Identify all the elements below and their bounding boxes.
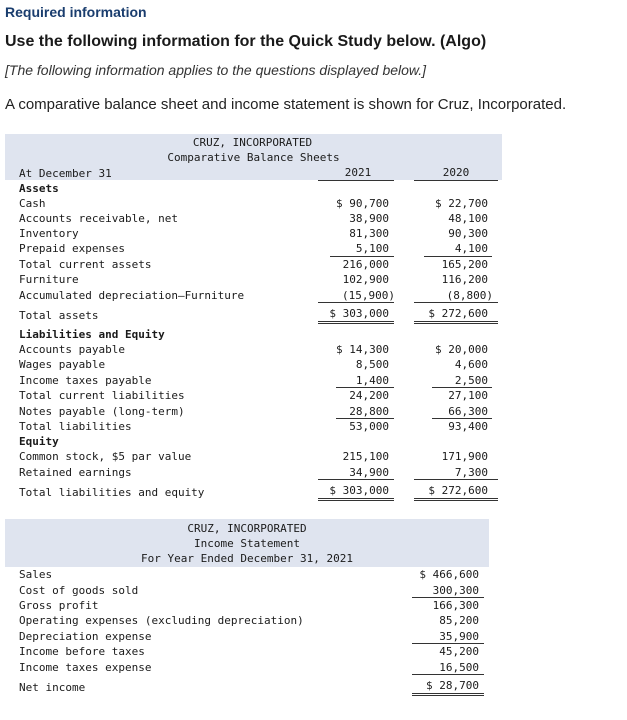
row-label: Total assets [19,309,99,322]
row-value-2021: 34,900 [349,466,389,479]
row-value-2020: 48,100 [448,212,488,225]
applies-note: [The following information applies to the questions displayed below.] [5,62,427,78]
row-label: Gross profit [19,599,99,612]
row-value-2020: 90,300 [448,227,488,240]
col-2021-underline [318,180,394,181]
row-value: 85,200 [439,614,479,627]
row-value-2020: $ 272,600 [428,484,488,497]
total-double-rule [414,323,498,324]
equity-heading: Equity [19,435,59,448]
row-value-2021: $ 14,300 [336,343,389,356]
col-2020-underline [414,180,498,181]
total-double-rule [412,693,484,694]
row-label: Total current assets [19,258,152,271]
income-statement-title: Income Statement [194,537,300,550]
row-value-2021: 53,000 [349,420,389,433]
row-label: Common stock, $5 par value [19,450,192,463]
row-label: Prepaid expenses [19,242,125,255]
row-value-2020: 2,500 [454,374,488,387]
row-value-2021: 215,100 [342,450,389,463]
row-value-2020: 27,100 [448,389,488,402]
row-label: Inventory [19,227,79,240]
row-value: 300,300 [432,584,479,597]
row-value-2020: 66,300 [448,405,488,418]
row-value-2020: 4,100 [454,242,488,255]
row-value-2021: 81,300 [349,227,389,240]
row-value: $ 28,700 [426,679,479,692]
liabilities-heading: Liabilities and Equity [19,328,165,341]
row-value-2020: $ 20,000 [435,343,488,356]
subtotal-rule [414,479,498,480]
row-label: Notes payable (long-term) [19,405,185,418]
quick-study-heading: Use the following information for the Quick Study below. (Algo) [5,33,487,50]
subtotal-rule [330,256,394,257]
total-double-rule [318,500,394,501]
subtotal-rule [412,674,484,675]
balance-company-name: CRUZ, INCORPORATED [192,136,313,149]
row-value-2020: (8,800) [446,289,493,302]
row-value-2020: 7,300 [454,466,488,479]
row-label: Net income [19,681,86,694]
assets-heading: Assets [19,182,59,195]
row-value-2021: 5,100 [355,242,389,255]
subtotal-rule [432,387,492,388]
income-company-name: CRUZ, INCORPORATED [187,522,307,535]
total-double-rule [414,321,498,322]
row-value-2021: 216,000 [342,258,389,271]
row-label: Accumulated depreciation—Furniture [19,289,245,302]
row-label: Sales [19,568,53,581]
total-double-rule [412,695,484,696]
row-value-2021: 28,800 [349,405,389,418]
subtotal-rule [432,418,492,419]
row-label: Total current liabilities [19,389,185,402]
row-value-2021: 38,900 [349,212,389,225]
row-value-2020: $ 272,600 [428,307,488,320]
income-period: For Year Ended December 31, 2021 [141,552,353,565]
row-value-2021: $ 303,000 [329,484,389,497]
row-value-2021: (15,900) [342,289,395,302]
intro-text: A comparative balance sheet and income statement is shown for Cruz, Incorporated. [5,96,567,113]
total-double-rule [318,321,394,322]
row-label: Depreciation expense [19,630,152,643]
row-label: Total liabilities and equity [19,486,205,499]
row-label: Retained earnings [19,466,132,479]
row-value-2021: 24,200 [349,389,389,402]
row-label: Accounts payable [19,343,125,356]
row-value-2021: 1,400 [355,374,389,387]
row-label: Income before taxes [19,645,145,658]
row-value: 16,500 [439,661,479,674]
total-double-rule [414,500,498,501]
row-value: 166,300 [432,599,479,612]
row-value-2020: 116,200 [441,273,488,286]
row-label: Cash [19,197,46,210]
subtotal-rule [336,418,394,419]
row-value-2020: 165,200 [441,258,488,271]
subtotal-rule [424,256,492,257]
row-label: Income taxes payable [19,374,152,387]
row-value-2020: 171,900 [441,450,488,463]
subtotal-rule [412,643,484,644]
row-value-2021: $ 303,000 [329,307,389,320]
row-label: Cost of goods sold [19,584,139,597]
balance-date-label: At December 31 [19,167,112,180]
subtotal-rule [414,302,498,303]
subtotal-rule [318,302,394,303]
row-label: Wages payable [19,358,106,371]
total-double-rule [318,323,394,324]
row-value-2021: 102,900 [342,273,389,286]
row-value-2021: $ 90,700 [336,197,389,210]
row-label: Furniture [19,273,79,286]
row-label: Income taxes expense [19,661,152,674]
col-2020-header: 2020 [442,166,470,179]
row-value-2020: 93,400 [448,420,488,433]
col-2021-header: 2021 [344,166,372,179]
row-value: 35,900 [439,630,479,643]
row-value-2020: $ 22,700 [435,197,488,210]
total-double-rule [414,498,498,499]
subtotal-rule [336,387,394,388]
row-label: Operating expenses (excluding depreciation) [19,614,304,627]
row-value-2021: 8,500 [355,358,389,371]
row-value: $ 466,600 [419,568,479,581]
subtotal-rule [412,597,484,598]
required-information-title: Required information [5,4,147,20]
row-value: 45,200 [439,645,479,658]
row-value-2020: 4,600 [454,358,488,371]
balance-sheet-title: Comparative Balance Sheets [167,151,340,164]
row-label: Accounts receivable, net [19,212,178,225]
total-double-rule [318,498,394,499]
subtotal-rule [318,479,394,480]
row-label: Total liabilities [19,420,132,433]
